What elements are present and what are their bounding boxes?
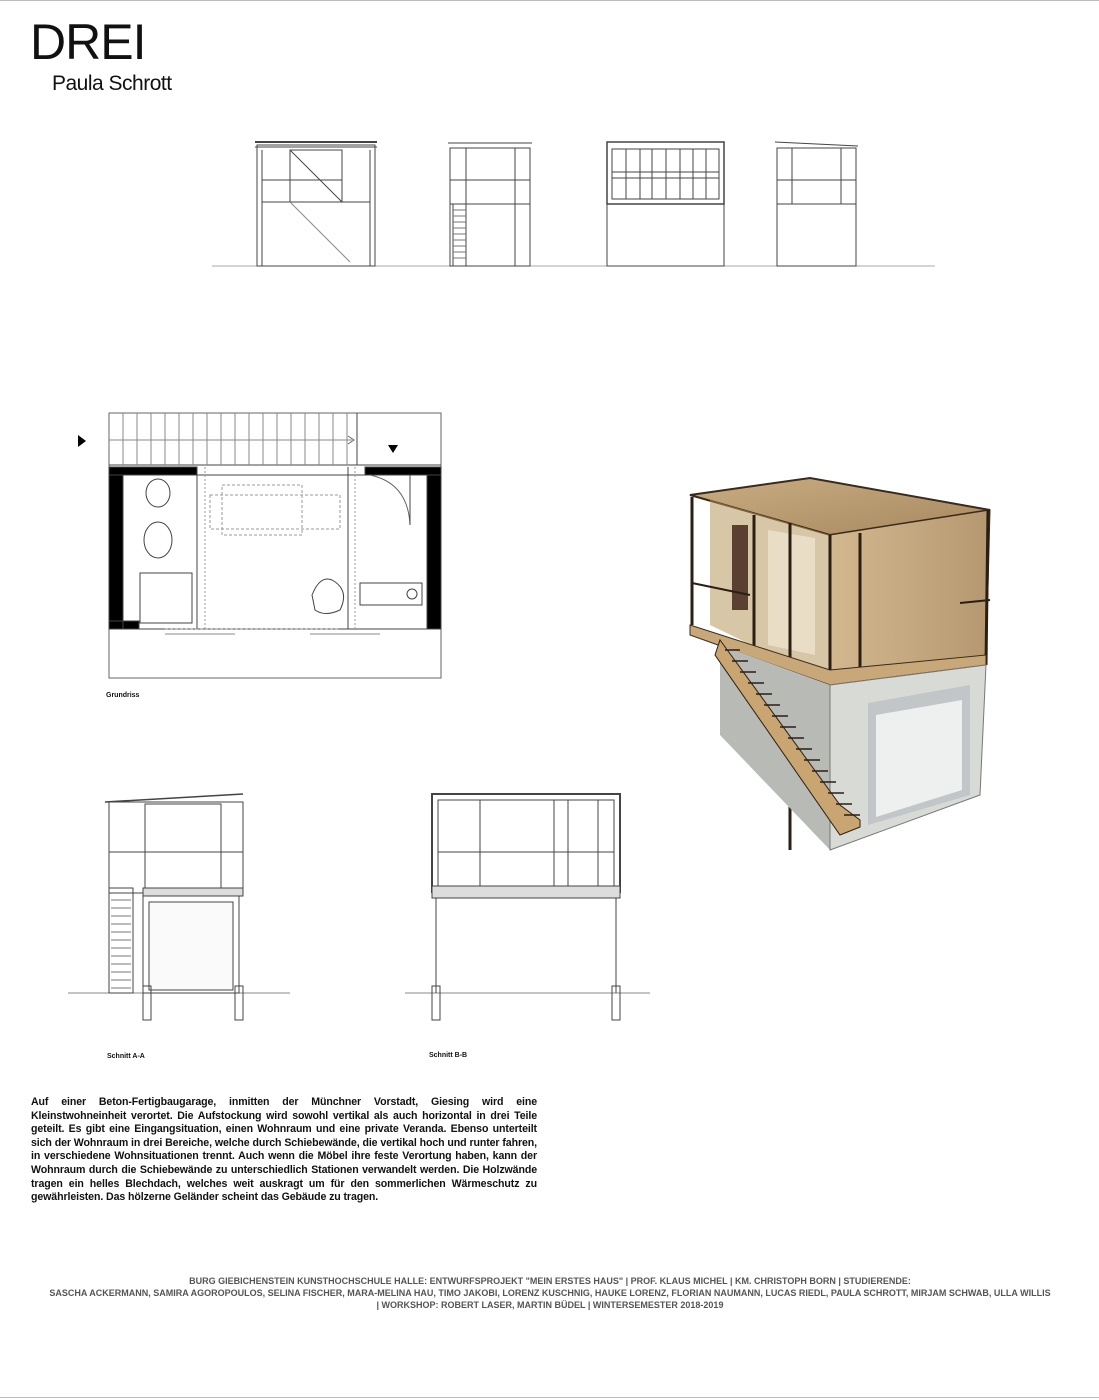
elevation-east [448, 143, 532, 266]
section-b-drawing [402, 788, 662, 1028]
elevation-north [607, 142, 724, 266]
section-b-caption: Schnitt B-B [429, 1052, 468, 1059]
section-a-drawing [65, 790, 305, 1030]
section-marker-a-icon [78, 435, 86, 447]
credits-line-3: | WORKSHOP: ROBERT LASER, MARTIN BÜDEL | WINTERSEMESTER 2018-2019 [376, 1300, 724, 1310]
plan-caption: Grundriss [106, 692, 140, 699]
project-description: Auf einer Beton-Fertigbaugarage, inmitten der Münchner Vorstadt, Giesing wird eine Kleinstwohneinheit verortet. Die Aufstockung wird sowohl vertikal als auch horizontal in drei Teile geteilt. Es gibt eine Eingangsituation, einen Wohnraum und eine private Veranda. Ebenso unterteilt sich der Wohnraum in drei Bereiche, welche durch Schiebewände, die vertikal hoch und runter fahren, in verschiedene Wohnsituationen trennt. Auch wenn die Möbel ihre feste Verortung haben, kann der Wohnraum durch die Schiebewände zu unterschiedlich Stationen verwandelt werden. Die Holzwände tragen ein helles Blechdach, welches weit auskragt um für den sommerlichen Wärmeschutz zu gewährleisten. Das hölzerne Geländer scheint das Gebäude zu tragen. [31, 1096, 537, 1204]
section-marker-b-icon [388, 445, 398, 453]
credits-block [40, 1275, 1060, 1311]
elevation-south [255, 142, 377, 266]
project-title: DREI [30, 14, 146, 70]
elevation-west [775, 142, 858, 266]
bottom-rule [0, 1397, 1099, 1398]
author-name: Paula Schrott [52, 72, 172, 95]
floor-plan-drawing [70, 405, 430, 685]
elevations-drawing [0, 0, 1099, 280]
credits-line-1: BURG GIEBICHENSTEIN KUNSTHOCHSCHULE HALLE: ENTWURFSPROJEKT "MEIN ERSTES HAUS" | PROF. KLAUS MICHEL | KM. CHRISTOPH BORN | STUDIERENDE: [189, 1276, 911, 1286]
credits-line-2: SASCHA ACKERMANN, SAMIRA AGOROPOULOS, SELINA FISCHER, MARA-MELINA HAU, TIMO JAKOBI, LORENZ KUSCHNIG, HAUKE LORENZ, FLORIAN NAUMANN, LUCAS RIEDL, PAULA SCHROTT, MIRJAM SCHWAB, ULLA WILLIS [49, 1288, 1051, 1298]
section-a-caption: Schnitt A-A [107, 1053, 145, 1060]
model-photo [680, 475, 1000, 855]
